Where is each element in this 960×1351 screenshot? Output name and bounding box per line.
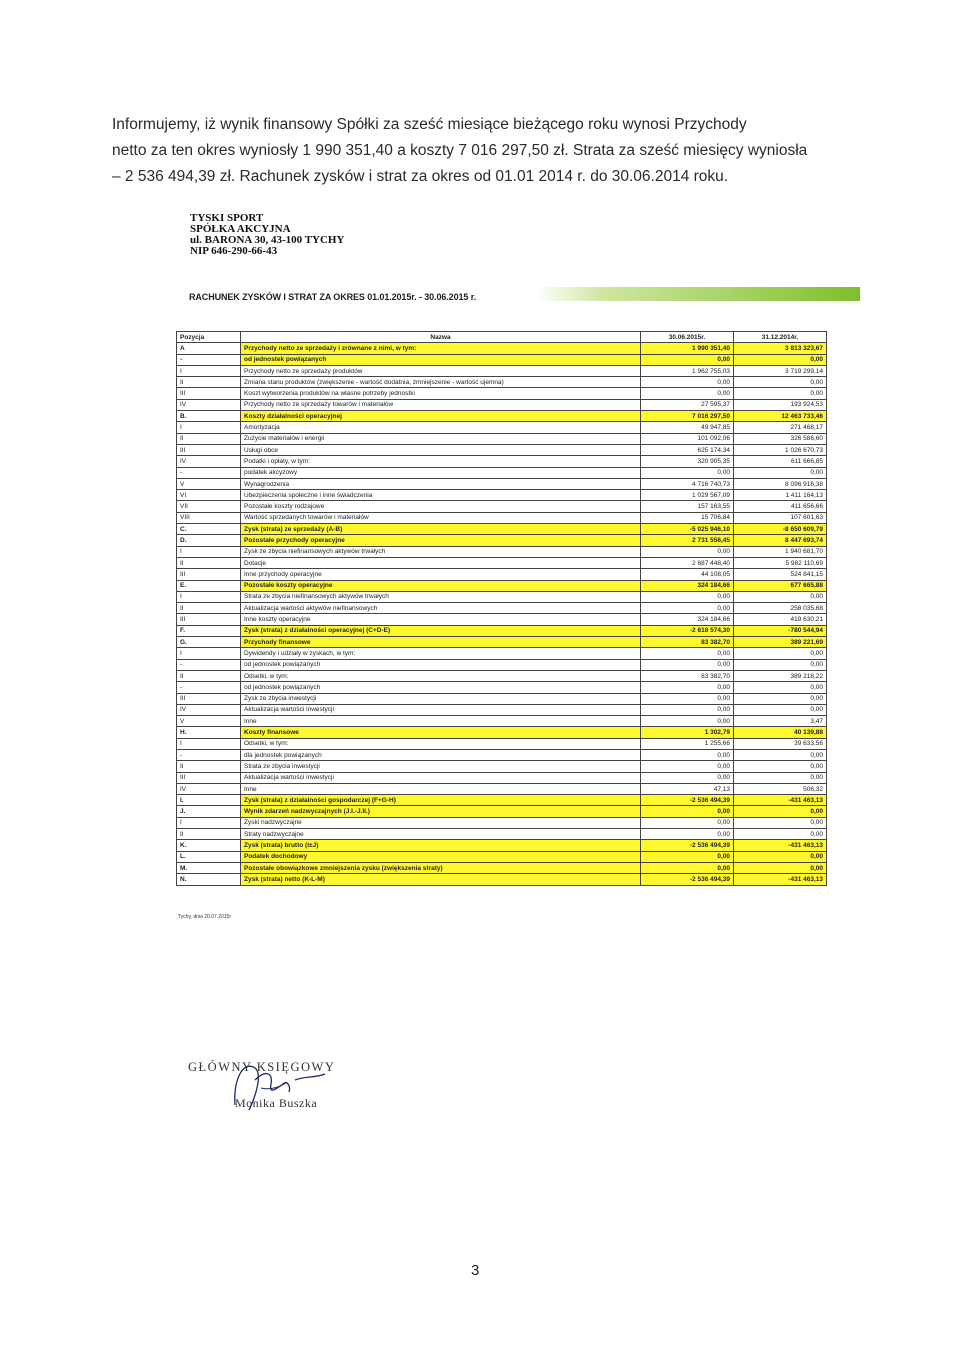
row-value-previous: 0,00	[734, 851, 827, 862]
row-value-current: 83 382,70	[641, 637, 734, 648]
row-name: Odsetki, w tym:	[241, 670, 641, 681]
table-row	[177, 738, 827, 749]
table-row	[177, 614, 827, 625]
table-row	[177, 433, 827, 444]
row-position: F.	[177, 625, 241, 636]
table-row	[177, 467, 827, 478]
row-name: Przychody netto ze sprzedaży i zrównane z nimi, w tym:	[241, 343, 641, 354]
row-value-previous: 0,00	[734, 648, 827, 659]
row-value-previous: 193 924,53	[734, 399, 827, 410]
row-value-current: -2 618 574,30	[641, 625, 734, 636]
table-row	[177, 591, 827, 602]
row-position: M.	[177, 862, 241, 873]
row-position: II	[177, 603, 241, 614]
table-row	[177, 625, 827, 636]
company-address: ul. BARONA 30, 43-100 TYCHY	[190, 234, 345, 246]
intro-line: – 2 536 494,39 zł. Rachunek zysków i strat za okres od 01.01 2014 r. do 30.06.2014 roku.	[112, 168, 729, 185]
row-position: E.	[177, 580, 241, 591]
row-position: II	[177, 761, 241, 772]
table-row	[177, 411, 827, 422]
row-value-current: 2 687 448,40	[641, 557, 734, 568]
page-number: 3	[471, 1262, 480, 1279]
row-name: Inne koszty operacyjne	[241, 614, 641, 625]
row-name: Usługi obce	[241, 444, 641, 455]
row-value-current: 0,00	[641, 682, 734, 693]
row-value-previous: 0,00	[734, 591, 827, 602]
row-name: Pozostałe przychody operacyjne	[241, 535, 641, 546]
table-row	[177, 580, 827, 591]
row-value-current: 0,00	[641, 648, 734, 659]
row-value-previous: 8 447 693,74	[734, 535, 827, 546]
table-row	[177, 704, 827, 715]
row-position: III	[177, 444, 241, 455]
row-value-previous: 0,00	[734, 693, 827, 704]
row-value-previous: 39 633,56	[734, 738, 827, 749]
row-value-current: 0,00	[641, 693, 734, 704]
row-value-current: 0,00	[641, 761, 734, 772]
row-value-current: -2 536 494,39	[641, 840, 734, 851]
table-row	[177, 637, 827, 648]
signature-title: GŁÓWNY KSIĘGOWY	[188, 1060, 336, 1074]
table-row	[177, 806, 827, 817]
row-position: N.	[177, 874, 241, 885]
table-row	[177, 716, 827, 727]
table-row	[177, 478, 827, 489]
row-position: V	[177, 716, 241, 727]
row-value-current: 0,00	[641, 704, 734, 715]
row-position: I.	[177, 795, 241, 806]
table-row	[177, 727, 827, 738]
row-value-previous: -780 544,94	[734, 625, 827, 636]
row-position: -	[177, 467, 241, 478]
row-value-current: 83 382,70	[641, 670, 734, 681]
table-row	[177, 874, 827, 885]
row-value-current: 0,00	[641, 772, 734, 783]
table-row	[177, 343, 827, 354]
row-name: Zysk (strata) brutto (I±J)	[241, 840, 641, 851]
row-position: G.	[177, 637, 241, 648]
row-position: VIII	[177, 512, 241, 523]
row-name: Inne	[241, 716, 641, 727]
table-row	[177, 670, 827, 681]
row-value-current: 0,00	[641, 749, 734, 760]
table-row	[177, 377, 827, 388]
header-pozycja: Pozycja	[177, 332, 241, 343]
row-value-previous: 107 601,63	[734, 512, 827, 523]
row-position: B.	[177, 411, 241, 422]
row-value-previous: -431 463,13	[734, 840, 827, 851]
header-period-previous: 31.12.2014r.	[734, 332, 827, 343]
row-value-previous: 389 221,69	[734, 637, 827, 648]
table-row	[177, 444, 827, 455]
row-value-current: 1 255,66	[641, 738, 734, 749]
row-value-previous: 0,00	[734, 829, 827, 840]
row-name: Podatki i opłaty, w tym:	[241, 456, 641, 467]
row-value-previous: 5 982 110,69	[734, 557, 827, 568]
table-body	[177, 343, 827, 885]
row-value-previous: 0,00	[734, 659, 827, 670]
row-value-current: 0,00	[641, 354, 734, 365]
row-name: od jednostek powiązanych	[241, 682, 641, 693]
row-position: II	[177, 670, 241, 681]
row-name: Straty nadzwyczajne	[241, 829, 641, 840]
row-value-previous: 271 468,17	[734, 422, 827, 433]
table-row	[177, 557, 827, 568]
row-value-current: 0,00	[641, 388, 734, 399]
row-value-current: 2 731 556,45	[641, 535, 734, 546]
row-name: Zysk (strata) z działalności gospodarczej (F+G-H)	[241, 795, 641, 806]
row-position: -	[177, 659, 241, 670]
table-row	[177, 422, 827, 433]
row-value-current: -2 536 494,39	[641, 874, 734, 885]
row-name: dla jednostek powiązanych	[241, 749, 641, 760]
financial-table	[176, 331, 827, 886]
row-position: A	[177, 343, 241, 354]
row-position: IV	[177, 456, 241, 467]
row-value-previous: 1 940 681,70	[734, 546, 827, 557]
row-position: I	[177, 817, 241, 828]
row-name: Zyski nadzwyczajne	[241, 817, 641, 828]
row-value-current: 324 184,66	[641, 580, 734, 591]
row-position: D.	[177, 535, 241, 546]
row-position: J.	[177, 806, 241, 817]
row-position: I	[177, 591, 241, 602]
row-value-previous: 1 026 670,73	[734, 444, 827, 455]
row-position: III	[177, 614, 241, 625]
table-row	[177, 490, 827, 501]
row-name: Inne przychody operacyjne	[241, 569, 641, 580]
row-position: -	[177, 749, 241, 760]
row-value-previous: 326 586,60	[734, 433, 827, 444]
row-value-previous: -8 650 609,79	[734, 524, 827, 535]
row-value-previous: 524 841,15	[734, 569, 827, 580]
row-name: Inne	[241, 783, 641, 794]
row-position: V	[177, 478, 241, 489]
table-row	[177, 365, 827, 376]
row-value-current: 101 092,06	[641, 433, 734, 444]
row-name: Zużycie materiałów i energii	[241, 433, 641, 444]
row-position: H.	[177, 727, 241, 738]
table-row	[177, 693, 827, 704]
row-value-previous: 3 719 299,14	[734, 365, 827, 376]
row-value-current: 0,00	[641, 817, 734, 828]
row-position: VI	[177, 490, 241, 501]
handwritten-signature	[225, 1050, 335, 1120]
row-value-current: 1 029 567,09	[641, 490, 734, 501]
row-value-previous: 258 035,68	[734, 603, 827, 614]
row-value-previous: 0,00	[734, 806, 827, 817]
row-name: Strata ze zbycia inwestycji	[241, 761, 641, 772]
table-row	[177, 817, 827, 828]
header-nazwa: Nazwa	[241, 332, 641, 343]
row-value-current: 0,00	[641, 806, 734, 817]
row-name: Wynik zdarzeń nadzwyczajnych (J.I.-J.II.)	[241, 806, 641, 817]
table-row	[177, 512, 827, 523]
table-row	[177, 829, 827, 840]
row-name: Zysk (strata) ze sprzedaży (A-B)	[241, 524, 641, 535]
table-row	[177, 772, 827, 783]
row-name: Podatek dochodowy	[241, 851, 641, 862]
row-value-previous: -431 463,13	[734, 795, 827, 806]
company-name: TYSKI SPORT	[190, 212, 264, 224]
row-position: IV	[177, 704, 241, 715]
signature-name: Monika Buszka	[235, 1096, 318, 1110]
intro-line: netto za ten okres wyniosły 1 990 351,40 a koszty 7 016 297,50 zł. Strata za sześć miesięcy wyniosła	[112, 142, 808, 159]
company-nip: NIP 646-290-66-43	[190, 245, 278, 257]
table-row	[177, 795, 827, 806]
row-name: Pozostałe koszty operacyjne	[241, 580, 641, 591]
row-name: Zmiana stanu produktów (zwiększenie - wartość dodatnia, zmniejszenie - wartość ujemna)	[241, 377, 641, 388]
row-value-current: 0,00	[641, 829, 734, 840]
row-value-previous: -431 463,13	[734, 874, 827, 885]
row-position: II	[177, 829, 241, 840]
row-name: Amortyzacja	[241, 422, 641, 433]
table-row	[177, 535, 827, 546]
row-value-previous: 8 096 916,38	[734, 478, 827, 489]
row-value-previous: 3,47	[734, 716, 827, 727]
row-value-previous: 40 139,88	[734, 727, 827, 738]
row-value-current: 27 595,37	[641, 399, 734, 410]
row-position: K.	[177, 840, 241, 851]
row-position: I	[177, 546, 241, 557]
row-name: Wynagrodzenia	[241, 478, 641, 489]
row-value-previous: 506,32	[734, 783, 827, 794]
company-header	[190, 213, 344, 257]
row-position: -	[177, 354, 241, 365]
row-value-previous: 411 656,66	[734, 501, 827, 512]
table-row	[177, 399, 827, 410]
row-name: Strata ze zbycia niefinansowych aktywów trwałych	[241, 591, 641, 602]
row-value-previous: 3 813 323,67	[734, 343, 827, 354]
row-value-current: 0,00	[641, 603, 734, 614]
row-name: Dywidendy i udziały w zyskach, w tym:	[241, 648, 641, 659]
row-value-current: 47,13	[641, 783, 734, 794]
row-position: III	[177, 569, 241, 580]
table-row	[177, 456, 827, 467]
row-position: I	[177, 365, 241, 376]
row-position: IV	[177, 399, 241, 410]
table-row	[177, 648, 827, 659]
table-row	[177, 546, 827, 557]
row-value-current: 0,00	[641, 659, 734, 670]
row-name: Zysk (strata) netto (K-L-M)	[241, 874, 641, 885]
row-position: VII	[177, 501, 241, 512]
row-name: Pozostałe koszty rodzajowe	[241, 501, 641, 512]
row-position: II	[177, 433, 241, 444]
row-position: III	[177, 772, 241, 783]
row-value-current: 1 302,79	[641, 727, 734, 738]
intro-line: Informujemy, iż wynik finansowy Spółki za sześć miesiące bieżącego roku wynosi Przychody	[112, 116, 747, 133]
row-value-current: 7 016 297,50	[641, 411, 734, 422]
report-title: RACHUNEK ZYSKÓW I STRAT ZA OKRES 01.01.2015r. - 30.06.2015 r.	[189, 292, 476, 302]
row-position: III	[177, 388, 241, 399]
row-value-previous: 0,00	[734, 682, 827, 693]
row-value-current: 0,00	[641, 377, 734, 388]
header-period-current: 30.06.2015r.	[641, 332, 734, 343]
table-row	[177, 501, 827, 512]
row-value-current: 0,00	[641, 591, 734, 602]
row-value-current: 0,00	[641, 862, 734, 873]
table-row	[177, 840, 827, 851]
row-name: Aktualizacja wartości inwestycji	[241, 772, 641, 783]
row-name: Pozostałe obowiązkowe zmniejszenia zysku (zwiększenia straty)	[241, 862, 641, 873]
table-row	[177, 783, 827, 794]
row-value-previous: 0,00	[734, 354, 827, 365]
row-value-current: 1 990 351,40	[641, 343, 734, 354]
row-name: Zysk ze zbycia inwestycji	[241, 693, 641, 704]
row-value-previous: 0,00	[734, 377, 827, 388]
row-value-current: 1 962 755,03	[641, 365, 734, 376]
row-value-current: 44 108,05	[641, 569, 734, 580]
row-name: Koszt wytworzenia produktów na własne potrzeby jednostki	[241, 388, 641, 399]
row-value-current: -5 025 946,10	[641, 524, 734, 535]
table-row	[177, 862, 827, 873]
row-position: IV	[177, 783, 241, 794]
row-name: Koszty działalności operacyjnej	[241, 411, 641, 422]
row-value-current: 0,00	[641, 716, 734, 727]
row-value-previous: 0,00	[734, 862, 827, 873]
row-name: podatek akcyzowy	[241, 467, 641, 478]
report-title-bar	[185, 287, 860, 301]
row-value-previous: 0,00	[734, 761, 827, 772]
table-row	[177, 569, 827, 580]
table-row	[177, 851, 827, 862]
table-row	[177, 388, 827, 399]
row-value-current: 4 716 740,73	[641, 478, 734, 489]
row-position: II	[177, 377, 241, 388]
row-name: Zysk (strata) z działalności operacyjnej (C+D-E)	[241, 625, 641, 636]
row-value-current: -2 536 494,39	[641, 795, 734, 806]
row-position: III	[177, 693, 241, 704]
table-row	[177, 354, 827, 365]
row-position: I	[177, 422, 241, 433]
row-value-previous: 419 630,21	[734, 614, 827, 625]
row-value-previous: 0,00	[734, 772, 827, 783]
row-value-previous: 0,00	[734, 749, 827, 760]
intro-paragraph	[112, 112, 852, 190]
row-position: I	[177, 648, 241, 659]
row-value-current: 0,00	[641, 851, 734, 862]
table-row	[177, 749, 827, 760]
row-value-previous: 677 665,88	[734, 580, 827, 591]
row-value-current: 15 706,84	[641, 512, 734, 523]
row-value-previous: 0,00	[734, 388, 827, 399]
row-name: Zysk ze zbycia niefinansowych aktywów trwałych	[241, 546, 641, 557]
row-value-previous: 389 218,22	[734, 670, 827, 681]
row-value-previous: 1 411 164,13	[734, 490, 827, 501]
row-name: Dotacje	[241, 557, 641, 568]
row-name: Odsetki, w tym:	[241, 738, 641, 749]
row-value-current: 0,00	[641, 467, 734, 478]
row-name: Ubezpieczenia społeczne i inne świadczenia	[241, 490, 641, 501]
row-value-previous: 0,00	[734, 704, 827, 715]
row-name: Aktualizacja wartości aktywów niefinansowych	[241, 603, 641, 614]
row-value-current: 324 184,66	[641, 614, 734, 625]
row-name: Koszty finansowe	[241, 727, 641, 738]
row-position: I	[177, 738, 241, 749]
row-value-current: 49 947,85	[641, 422, 734, 433]
row-value-current: 625 174,34	[641, 444, 734, 455]
row-name: od jednostek powiązanych	[241, 354, 641, 365]
table-header-row	[177, 332, 827, 343]
row-value-current: 320 905,35	[641, 456, 734, 467]
table-row	[177, 761, 827, 772]
row-value-previous: 0,00	[734, 467, 827, 478]
row-position: II	[177, 557, 241, 568]
row-name: Aktualizacja wartości inwestycji	[241, 704, 641, 715]
table-row	[177, 682, 827, 693]
row-name: Przychody netto ze sprzedaży towarów i materiałów	[241, 399, 641, 410]
row-position: L.	[177, 851, 241, 862]
date-line: Tychy, dnia 20.07.2015r	[178, 914, 231, 920]
row-name: Przychody netto ze sprzedaży produktów	[241, 365, 641, 376]
row-name: od jednostek powiązanych	[241, 659, 641, 670]
row-value-current: 157 163,55	[641, 501, 734, 512]
table-row	[177, 524, 827, 535]
row-position: C.	[177, 524, 241, 535]
row-name: Wartość sprzedanych towarów i materiałów	[241, 512, 641, 523]
row-name: Przychody finansowe	[241, 637, 641, 648]
table-row	[177, 659, 827, 670]
row-value-current: 0,00	[641, 546, 734, 557]
row-value-previous: 0,00	[734, 817, 827, 828]
row-value-previous: 12 463 733,46	[734, 411, 827, 422]
table-row	[177, 603, 827, 614]
row-position: -	[177, 682, 241, 693]
row-value-previous: 611 666,85	[734, 456, 827, 467]
company-type: SPÓŁKA AKCYJNA	[190, 223, 291, 235]
